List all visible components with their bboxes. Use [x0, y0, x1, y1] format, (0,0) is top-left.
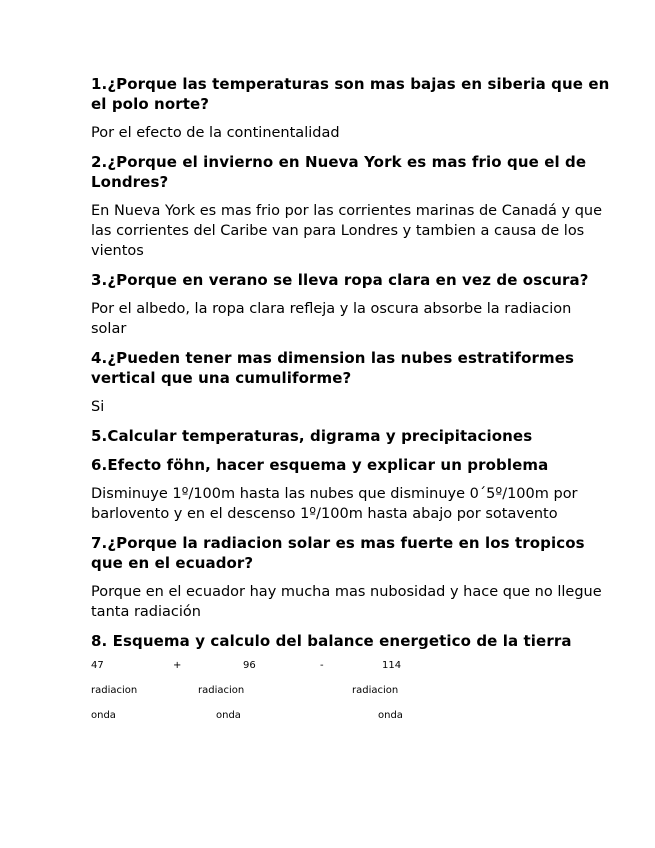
energy-balance-equation	[91, 660, 611, 740]
question-5: 5.Calcular temperaturas, digrama y precipitaciones	[91, 427, 533, 445]
operator-plus: +	[173, 660, 182, 671]
answer-7: Porque en el ecuador hay mucha mas nubosidad y hace que no llegue tanta radiación	[91, 584, 602, 620]
value-3: 114	[382, 660, 402, 671]
label-onda-1: onda	[91, 710, 116, 721]
answer-6: Disminuye 1º/100m hasta las nubes que disminuye 0´5º/100m por barlovento y en el descenso 1º/100m hasta abajo por sotavento	[91, 486, 578, 522]
document-page	[91, 74, 611, 740]
label-radiacion-1: radiacion	[91, 685, 138, 696]
question-8: 8. Esquema y calculo del balance energetico de la tierra	[91, 632, 572, 650]
answer-3: Por el albedo, la ropa clara refleja y la oscura absorbe la radiacion solar	[91, 301, 572, 337]
label-radiacion-3: radiacion	[352, 685, 399, 696]
question-7: 7.¿Porque la radiacion solar es mas fuerte en los tropicos que en el ecuador?	[91, 534, 585, 572]
question-6: 6.Efecto föhn, hacer esquema y explicar un problema	[91, 456, 549, 474]
answer-4: Si	[91, 399, 105, 415]
operator-minus: -	[320, 660, 324, 671]
label-radiacion-2: radiacion	[198, 685, 245, 696]
label-onda-3: onda	[378, 710, 403, 721]
answer-1: Por el efecto de la continentalidad	[91, 125, 340, 141]
question-4: 4.¿Pueden tener mas dimension las nubes estratiformes vertical que una cumuliforme?	[91, 349, 575, 387]
question-1: 1.¿Porque las temperaturas son mas bajas en siberia que en el polo norte?	[91, 75, 610, 113]
question-3: 3.¿Porque en verano se lleva ropa clara en vez de oscura?	[91, 271, 589, 289]
value-2: 96	[243, 660, 256, 671]
answer-2: En Nueva York es mas frio por las corrientes marinas de Canadá y que las corrientes del Caribe van para Londres y tambien a causa de los vientos	[91, 203, 603, 259]
question-2: 2.¿Porque el invierno en Nueva York es mas frio que el de Londres?	[91, 153, 587, 191]
label-onda-2: onda	[216, 710, 241, 721]
value-1: 47	[91, 660, 104, 671]
